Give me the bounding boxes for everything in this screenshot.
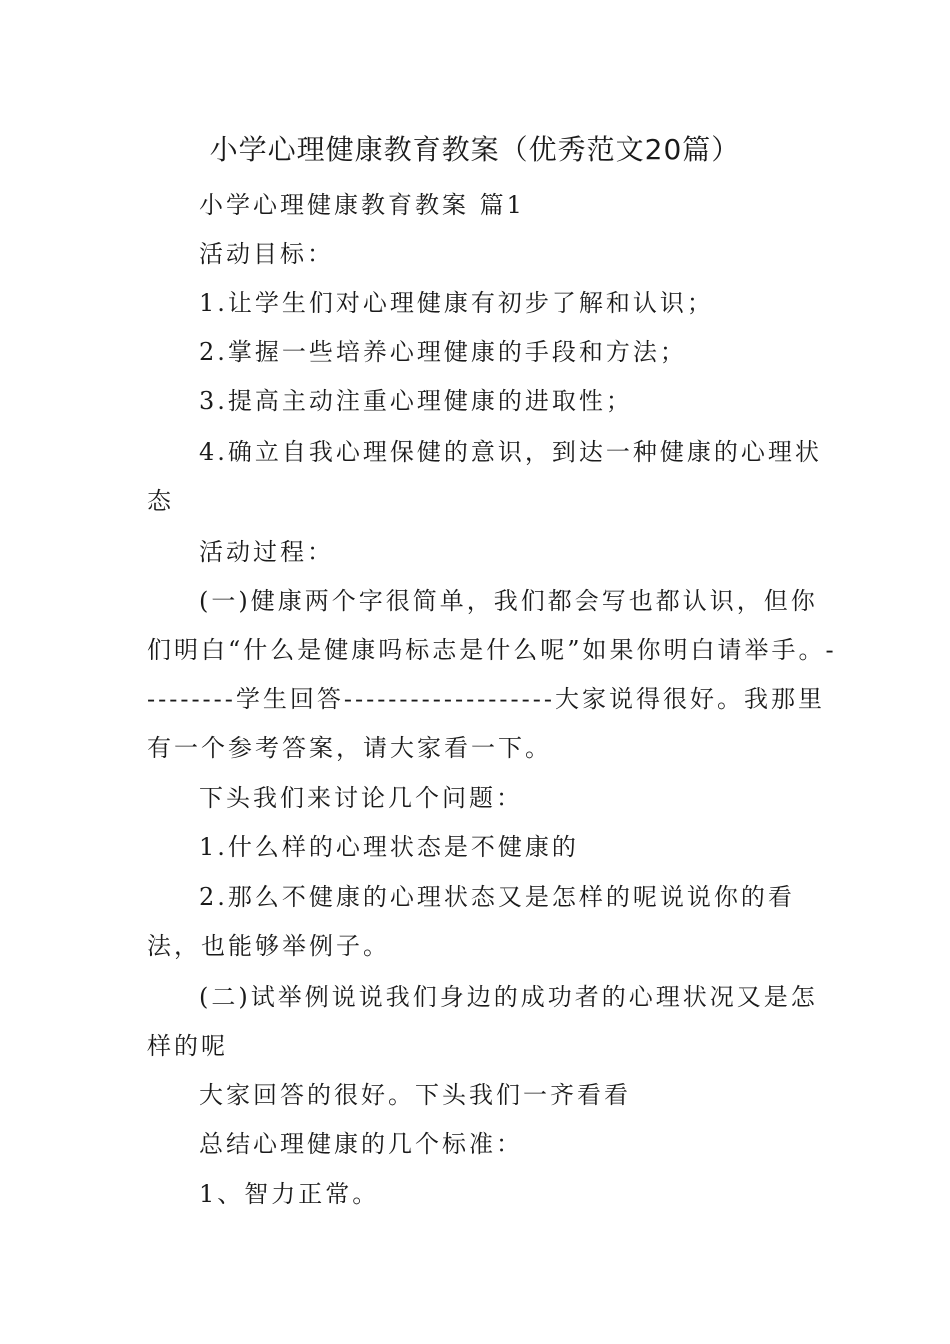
discussion-question-2: 2.那么不健康的心理状态又是怎样的呢说说你的看法，也能够举例子。 [147, 883, 795, 960]
discussion-intro: 下头我们来讨论几个问题： [199, 784, 523, 812]
section-heading: 小学心理健康教育教案 篇1 [199, 191, 525, 219]
objective-item-4: 4.确立自我心理保健的意识，到达一种健康的心理状态 [147, 438, 822, 515]
response-note: 大家回答的很好。下头我们一齐看看 [199, 1081, 631, 1109]
process-part-1: (一)健康两个字很简单，我们都会写也都认识，但你们明白“什么是健康吗标志是什么呢”如果你明白请举手。---------学生回答-------------------大家说得很好。我那里有一个参考答案，请大家看一下。 [147, 587, 837, 762]
objective-item-2: 2.掌握一些培养心理健康的手段和方法； [199, 338, 687, 366]
standards-heading: 总结心理健康的几个标准： [199, 1130, 523, 1158]
objectives-heading: 活动目标： [199, 240, 334, 268]
process-heading: 活动过程： [199, 538, 334, 566]
document-title: 小学心理健康教育教案（优秀范文20篇） [209, 133, 741, 166]
objective-item-1: 1.让学生们对心理健康有初步了解和认识； [199, 289, 714, 317]
objective-item-3: 3.提高主动注重心理健康的进取性； [199, 387, 633, 415]
standard-item-1: 1、智力正常。 [199, 1180, 380, 1208]
process-part-2: (二)试举例说说我们身边的成功者的心理状况又是怎样的呢 [147, 983, 818, 1060]
discussion-question-1: 1.什么样的心理状态是不健康的 [199, 833, 579, 861]
